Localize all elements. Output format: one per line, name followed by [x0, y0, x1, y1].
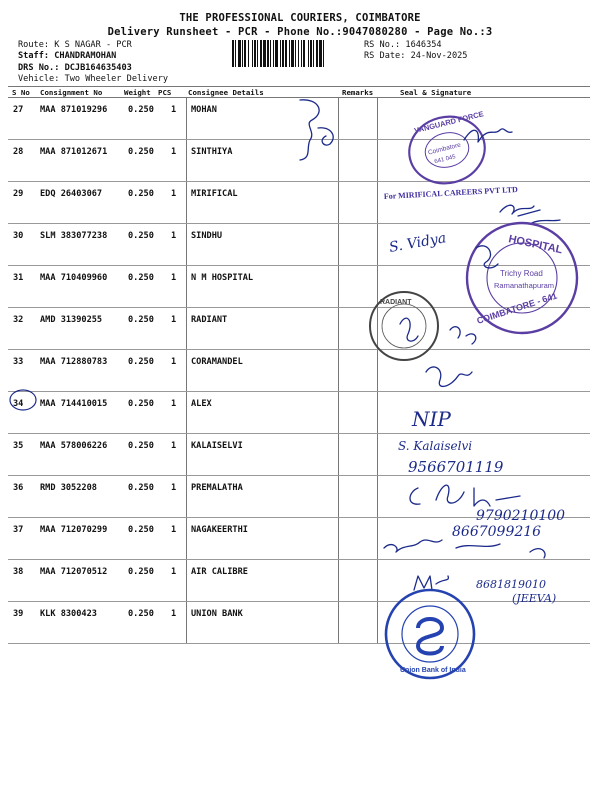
barcode-bar [244, 40, 246, 67]
barcode-bar [310, 40, 312, 67]
signature-mirifical [500, 205, 540, 216]
runsheet-subtitle: Delivery Runsheet - PCR - Phone No.:9047080280 - Page No.:3 [107, 26, 493, 38]
row-separator [8, 475, 590, 476]
stamp-radiant-text: RADIANT [380, 299, 412, 306]
row-consignment: SLM 383077238 [40, 231, 108, 241]
row-weight: 0.250 [128, 231, 154, 241]
row-pcs: 1 [171, 441, 177, 451]
barcode-bar [298, 40, 299, 67]
note-nip: NIP [412, 407, 451, 431]
row-consignment: MAA 712880783 [40, 357, 108, 367]
row-sno: 36 [13, 483, 24, 493]
barcode-bar [285, 40, 287, 67]
row-consignment: MAA 712070512 [40, 567, 108, 577]
row-separator [8, 517, 590, 518]
barcode-bar [280, 40, 281, 67]
barcode-bar [248, 40, 249, 67]
row-consignee: MIRIFICAL [191, 189, 238, 199]
row-pcs: 1 [171, 567, 177, 577]
row-sno: 28 [13, 147, 24, 157]
barcode-bar [282, 40, 284, 67]
route-text: Route: K S NAGAR - PCR [18, 40, 132, 50]
header-sno: S No [12, 88, 30, 97]
barcode-bar [242, 40, 243, 67]
header-bottom-rule [8, 97, 590, 98]
stamp-vanguard [402, 107, 498, 191]
rs-number: RS No.: 1646354 [364, 40, 442, 50]
barcode-bar [235, 40, 236, 67]
row-separator [8, 391, 590, 392]
row-separator [8, 139, 590, 140]
row-sno: 35 [13, 441, 24, 451]
barcode-bar [267, 40, 269, 67]
signature-nagakeerthi [384, 540, 442, 552]
row-consignment: MAA 712070299 [40, 525, 108, 535]
row-consignee: UNION BANK [191, 609, 243, 619]
stamp-hospital-road: Trichy Road [500, 269, 543, 278]
signature-radiant [400, 318, 476, 344]
stamp-vanguard-pin: 641 045 [433, 154, 457, 166]
company-title: THE PROFESSIONAL COURIERS, COIMBATORE [179, 12, 421, 24]
row-consignee: MOHAN [191, 105, 217, 115]
row-consignee: SINDHU [191, 231, 223, 241]
row-consignee: AIR CALIBRE [191, 567, 248, 577]
row-consignee: CORAMANDEL [191, 357, 243, 367]
row-weight: 0.250 [128, 525, 154, 535]
row-consignee: N M HOSPITAL [191, 273, 254, 283]
row-pcs: 1 [171, 315, 177, 325]
row-consignment: MAA 871019296 [40, 105, 108, 115]
stamp-hospital-city: COIMBATORE - 641 [475, 290, 559, 326]
row-weight: 0.250 [128, 189, 154, 199]
header-pcs: PCS [158, 88, 172, 97]
row-pcs: 1 [171, 357, 177, 367]
header-top-rule [8, 86, 590, 87]
row-sno: 34 [13, 399, 24, 409]
signature-kalaiselvi: S. Kalaiselvi [398, 439, 473, 453]
row-weight: 0.250 [128, 357, 154, 367]
row-pcs: 1 [171, 105, 177, 115]
row-sno: 30 [13, 231, 24, 241]
column-divider-remarks [338, 97, 339, 643]
phone-aircalibre: 8681819010 [476, 578, 546, 591]
row-consignment: EDQ 26403067 [40, 189, 103, 199]
barcode-bar [252, 40, 253, 67]
barcode-bar [316, 40, 318, 67]
row-separator [8, 223, 590, 224]
header-weight: Weight [124, 88, 151, 97]
barcode-bar [308, 40, 309, 67]
name-aircalibre: (JEEVA) [512, 592, 557, 605]
stamp-mirifical: For MIRIFICAL CAREERS PVT LTD [383, 184, 519, 201]
row-consignment: MAA 714410015 [40, 399, 108, 409]
barcode [232, 40, 358, 67]
scribble-mohan [300, 100, 333, 160]
row-weight: 0.250 [128, 273, 154, 283]
row-weight: 0.250 [128, 147, 154, 157]
row-separator [8, 643, 590, 644]
barcode-bar [260, 40, 262, 67]
stamp-hospital-area: Ramanathapuram [494, 281, 555, 290]
vehicle-text: Vehicle: Two Wheeler Delivery [18, 74, 169, 84]
drs-number: DRS No.: DCJB164635403 [18, 63, 132, 73]
row-separator [8, 433, 590, 434]
barcode-bar [270, 40, 271, 67]
row-pcs: 1 [171, 189, 177, 199]
barcode-bar [301, 40, 302, 67]
barcode-bar [313, 40, 314, 67]
row-sno: 31 [13, 273, 24, 283]
row-weight: 0.250 [128, 609, 154, 619]
row-separator [8, 307, 590, 308]
barcode-bar [323, 40, 324, 67]
row-pcs: 1 [171, 399, 177, 409]
row-consignee: NAGAKEERTHI [191, 525, 248, 535]
row-pcs: 1 [171, 273, 177, 283]
row-separator [8, 559, 590, 560]
barcode-bar [254, 40, 256, 67]
signature-premalatha [410, 485, 520, 506]
phone-premalatha: 9790210100 [476, 508, 566, 524]
stamp-hospital-ring: HOSPITAL [507, 233, 564, 257]
row-consignment: RMD 3052208 [40, 483, 97, 493]
barcode-bar [319, 40, 322, 67]
phone-nagakeerthi: 8667099216 [452, 524, 542, 540]
header-seal: Seal & Signature [400, 88, 472, 97]
row-weight: 0.250 [128, 399, 154, 409]
header-consignment: Consignment No [40, 88, 103, 97]
scratch-nagakeerthi [456, 544, 545, 558]
barcode-bar [291, 40, 294, 67]
row-consignee: PREMALATHA [191, 483, 243, 493]
column-divider-consignee [186, 97, 187, 643]
row-consignee: KALAISELVI [191, 441, 243, 451]
row-separator [8, 349, 590, 350]
barcode-bar [263, 40, 266, 67]
signature-coramandel [426, 367, 472, 386]
barcode-bar [275, 40, 278, 67]
row-separator [8, 601, 590, 602]
row-sno: 27 [13, 105, 24, 115]
stamp-vanguard-ring: VANGUARD FORCE [413, 109, 485, 136]
signature-sinthiya [464, 129, 512, 142]
row-sno: 38 [13, 567, 24, 577]
row-pcs: 1 [171, 231, 177, 241]
row-sno: 32 [13, 315, 24, 325]
row-consignee: ALEX [191, 399, 212, 409]
barcode-bar [232, 40, 234, 67]
row-weight: 0.250 [128, 105, 154, 115]
stamp-hospital [467, 223, 577, 333]
row-separator [8, 265, 590, 266]
row-consignment: MAA 578006226 [40, 441, 108, 451]
row-separator [8, 181, 590, 182]
row-weight: 0.250 [128, 483, 154, 493]
signature-aircalibre [414, 576, 448, 590]
row-pcs: 1 [171, 609, 177, 619]
stamp-union-bank [386, 590, 474, 678]
row-consignee: RADIANT [191, 315, 228, 325]
row-sno: 29 [13, 189, 24, 199]
barcode-bar [238, 40, 241, 67]
column-divider-seal [377, 97, 378, 643]
row-consignment: KLK 8300423 [40, 609, 97, 619]
row-pcs: 1 [171, 483, 177, 493]
header-consignee: Consignee Details [188, 88, 264, 97]
row-pcs: 1 [171, 147, 177, 157]
row-consignee: SINTHIYA [191, 147, 233, 157]
row-weight: 0.250 [128, 567, 154, 577]
row-weight: 0.250 [128, 441, 154, 451]
row-consignment: MAA 710409960 [40, 273, 108, 283]
stamp-vanguard-city: Coimbatore [427, 141, 462, 157]
barcode-bar [295, 40, 296, 67]
row-sno: 33 [13, 357, 24, 367]
barcode-bar [257, 40, 258, 67]
rs-date: RS Date: 24-Nov-2025 [364, 51, 468, 61]
phone-kalaiselvi: 9566701119 [408, 458, 504, 476]
row-sno: 37 [13, 525, 24, 535]
stamp-union-bank-text: Union Bank of India [400, 667, 466, 674]
row-sno: 39 [13, 609, 24, 619]
barcode-bar [303, 40, 305, 67]
signature-sindhu: S. Vidya [387, 230, 448, 256]
row-consignment: AMD 31390255 [40, 315, 103, 325]
row-pcs: 1 [171, 525, 177, 535]
row-weight: 0.250 [128, 315, 154, 325]
row-consignment: MAA 871012671 [40, 147, 108, 157]
barcode-bar [273, 40, 274, 67]
staff-text: Staff: CHANDRAMOHAN [18, 51, 117, 61]
barcode-bar [289, 40, 290, 67]
header-remarks: Remarks [342, 88, 374, 97]
